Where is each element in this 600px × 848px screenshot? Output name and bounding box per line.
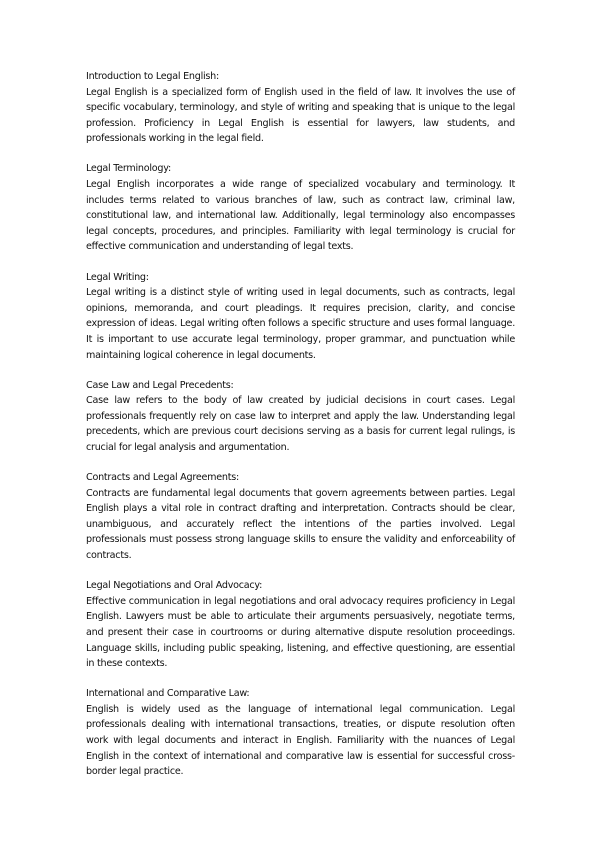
section-case-law — [86, 378, 515, 456]
section-heading: Legal Negotiations and Oral Advocacy: — [86, 580, 263, 592]
section-body: Legal writing is a distinct style of writing used in legal documents, such as contracts, legal opinions, memoranda, and court pleadings. It requires precision, clarity, and concise expression of ideas. Legal writing often follows a specific structure and uses formal language. It is important to use accurate legal terminology, proper grammar, and punctuation while maintaining logical coherence in legal documents. — [86, 287, 515, 361]
section-legal-writing — [86, 270, 515, 364]
document-page — [86, 69, 515, 794]
section-heading: Legal Writing: — [86, 271, 149, 283]
section-body: Legal English incorporates a wide range of specialized vocabulary and terminology. It includes terms related to various branches of law, such as contract law, criminal law, constitutional law, and international law. Additionally, legal terminology also encompasses legal concepts, procedures, and principles. Familiarity with legal terminology is crucial for effective communication and understanding of legal texts. — [86, 179, 515, 253]
section-heading: Introduction to Legal English: — [86, 71, 219, 82]
section-international-law — [86, 686, 515, 780]
section-body: English is widely used as the language of international legal communication. Legal professionals dealing with international transactions, treaties, or dispute resolution often work with legal documents and interact in English. Familiarity with the nuances of Legal English in the context of international and comparative law is essential for successful cross-border legal practice. — [86, 703, 515, 778]
section-heading: International and Comparative Law: — [86, 688, 250, 700]
section-introduction — [86, 69, 515, 147]
section-heading: Case Law and Legal Precedents: — [86, 379, 234, 391]
section-heading: Contracts and Legal Agreements: — [86, 472, 239, 484]
section-body: Effective communication in legal negotiations and oral advocacy requires proficiency in Legal English. Lawyers must be able to articulate their arguments persuasively, negotiate terms, and present their case in courtrooms or during alternative dispute resolution proceedings. Language skills, including public speaking, listening, and effective questioning, are essential in these contexts. — [86, 595, 515, 670]
section-body: Case law refers to the body of law created by judicial decisions in court cases. Legal professionals frequently rely on case law to interpret and apply the law. Understanding legal precedents, which are previous court decisions serving as a basis for current legal rulings, is crucial for legal analysis and argumentation. — [86, 395, 515, 453]
section-body: Legal English is a specialized form of English used in the field of law. It involves the use of specific vocabulary, terminology, and style of writing and speaking that is unique to the legal profession. Proficiency in Legal English is essential for lawyers, law students, and professionals working in the legal field. — [86, 86, 515, 145]
section-negotiations — [86, 578, 515, 672]
section-contracts — [86, 470, 515, 564]
section-heading: Legal Terminology: — [86, 163, 171, 175]
section-body: Contracts are fundamental legal documents that govern agreements between parties. Legal English plays a vital role in contract drafting and interpretation. Contracts should be clear, unambiguous, and accurately reflect the intentions of the parties involved. Legal professionals must possess strong language skills to ensure the validity and enforceability of contracts. — [86, 487, 515, 562]
section-legal-terminology — [86, 161, 515, 255]
